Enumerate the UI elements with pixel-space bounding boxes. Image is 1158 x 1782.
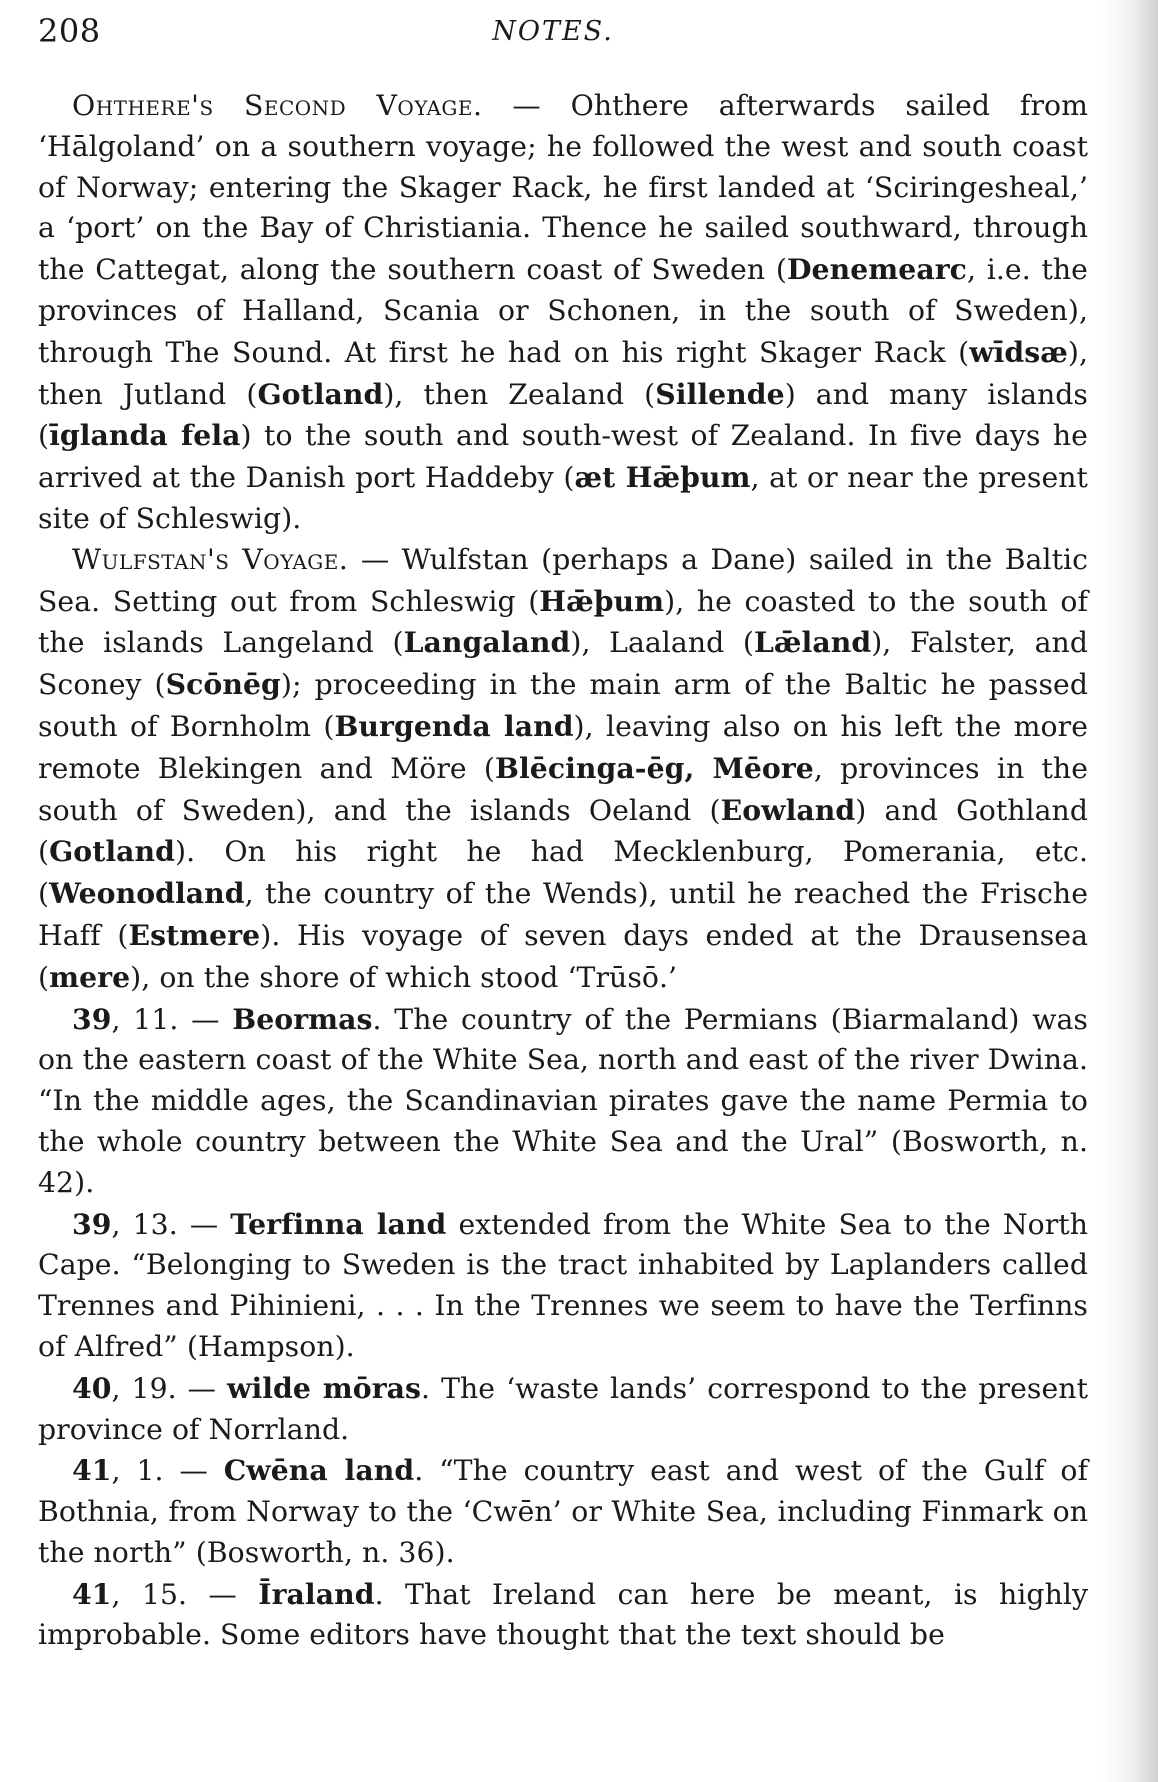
bold-term: Weonodland [49,876,245,911]
bold-term: Gotland [49,834,175,869]
text-run: — Ohthere afterwards sailed from ‘Hālgoland’ on a southern voyage; he followed the west and south coast of Norway; entering the Skager Rack, he first landed at ‘Sciringesheal,’ a ‘port’ on the Bay of Christiania. Thence he sailed southward, through the Cattegat, along the southern coast of Sweden ( [38,89,1088,287]
bold-term: Sillende [655,376,785,411]
text-run: , 13. — [111,1207,231,1241]
text-run: ), Falster, and Sconey ( [38,626,1088,702]
bold-term: Cwēna land [223,1453,415,1488]
text-run: ), then Zealand ( [383,377,656,411]
bold-term: Īraland [258,1576,375,1611]
binding-shadow [1100,0,1158,1782]
text-run: ) to the south and south-west of Zealand. In five days he arrived at the Danish port Haddeby ( [38,419,1088,495]
bold-term: īglanda fela [49,418,241,453]
bold-term: Burgenda land [334,708,574,743]
bold-term: mere [49,959,131,994]
text-run: ), then Jutland ( [38,335,1088,411]
text-run: — Wulfstan (perhaps a Dane) sailed in the Baltic Sea. Setting out from Schleswig ( [38,542,1088,618]
bold-term: 41 [72,1453,112,1488]
bold-term: 39 [72,1206,112,1241]
text-run: ). His voyage of seven days ended at the Drausensea ( [38,918,1089,994]
bold-term: æt Hǣþum [574,460,751,495]
bold-term: wīdsæ [969,334,1068,369]
note-paragraph-cwena-land [38,1450,1088,1573]
bold-term: Scōnēg [165,667,281,702]
note-paragraph-terfinna [38,1204,1088,1368]
bold-term: Langaland [403,625,571,660]
page-number: 208 [38,12,101,50]
text-run: ) and Gothland ( [38,793,1088,869]
text-run: , the country of the Wends), until he reached the Frische Haff ( [38,877,1088,952]
text-run: ) and many islands ( [38,377,1088,453]
bold-term: Eowland [720,792,856,827]
note-paragraph-iraland [38,1574,1088,1657]
note-paragraph-ohthere [38,86,1088,540]
bold-term: 40 [72,1370,112,1405]
page-header [38,8,1088,64]
text-run: , 1. — [111,1454,224,1488]
text-run: ). On his right he had Mecklenburg, Pomerania, etc. ( [38,835,1088,911]
text-run: , i.e. the provinces of Halland, Scania or Schonen, in the south of Sweden), through The Sound. At first he had on his right Skager Rack ( [38,253,1088,369]
notes-body [38,86,1088,1656]
bold-term: Gotland [257,376,384,411]
text-run: ), Laaland ( [570,626,754,660]
text-run: , provinces in the south of Sweden), and the islands Oeland ( [38,751,1088,827]
note-paragraph-wulfstan [38,540,1088,999]
text-run: , at or near the present site of Schleswig). [38,461,1088,535]
bold-term: Blēcinga-ēg, Mēore [495,750,814,785]
running-head: NOTES. [492,16,614,47]
text-run: extended from the White Sea to the North Cape. “Belonging to Sweden is the tract inhabited by Laplanders called Trennes and Pihinieni, . . . In the Trennes we seem to have the Terfinns of Alfred” (Hampson). [38,1207,1088,1363]
text-run: . The country of the Permians (Biarmaland) was on the eastern coast of the White Sea, north and east of the river Dwina. “In the middle ages, the Scandinavian pirates gave the name Permia to the whole country between the White Sea and the Ural” (Bosworth, n. 42). [38,1002,1088,1199]
bold-term: Estmere [128,917,261,952]
text-run: , 15. — [111,1577,259,1611]
text-run: ), leaving also on his left the more remote Blekingen and Möre ( [38,709,1089,785]
bold-term: Terfinna land [230,1206,447,1241]
bold-term: Hǣþum [539,583,665,618]
bold-term: Denemearc [786,252,967,287]
note-paragraph-beormas [38,999,1088,1204]
text-run: , 19. — [111,1371,228,1405]
bold-term: Lǣland [753,625,872,660]
text-run: . The ‘waste lands’ correspond to the present province of Norrland. [38,1371,1088,1446]
text-run: ), he coasted to the south of the islands Langeland ( [38,584,1088,660]
bold-term: Beormas [232,1001,373,1036]
bold-term: 41 [72,1576,112,1611]
text-run: ); proceeding in the main arm of the Baltic he passed south of Bornholm ( [38,668,1088,743]
text-run: . That Ireland can here be meant, is highly improbable. Some editors have thought that the text should be [38,1577,1088,1652]
bold-term: 39 [72,1001,112,1036]
text-run: . “The country east and west of the Gulf of Bothnia, from Norway to the ‘Cwēn’ or White Sea, including Finmark on the north” (Bosworth, n. 36). [38,1454,1088,1569]
text-run: , 11. — [111,1002,233,1036]
bold-term: wilde mōras [227,1370,422,1405]
note-paragraph-wilde-moras [38,1368,1088,1451]
section-heading: Wulfstan's Voyage. [72,542,349,576]
section-heading: Ohthere's Second Voyage. [72,89,483,122]
text-run: ), on the shore of which stood ‘Trūsō.’ [130,960,678,994]
